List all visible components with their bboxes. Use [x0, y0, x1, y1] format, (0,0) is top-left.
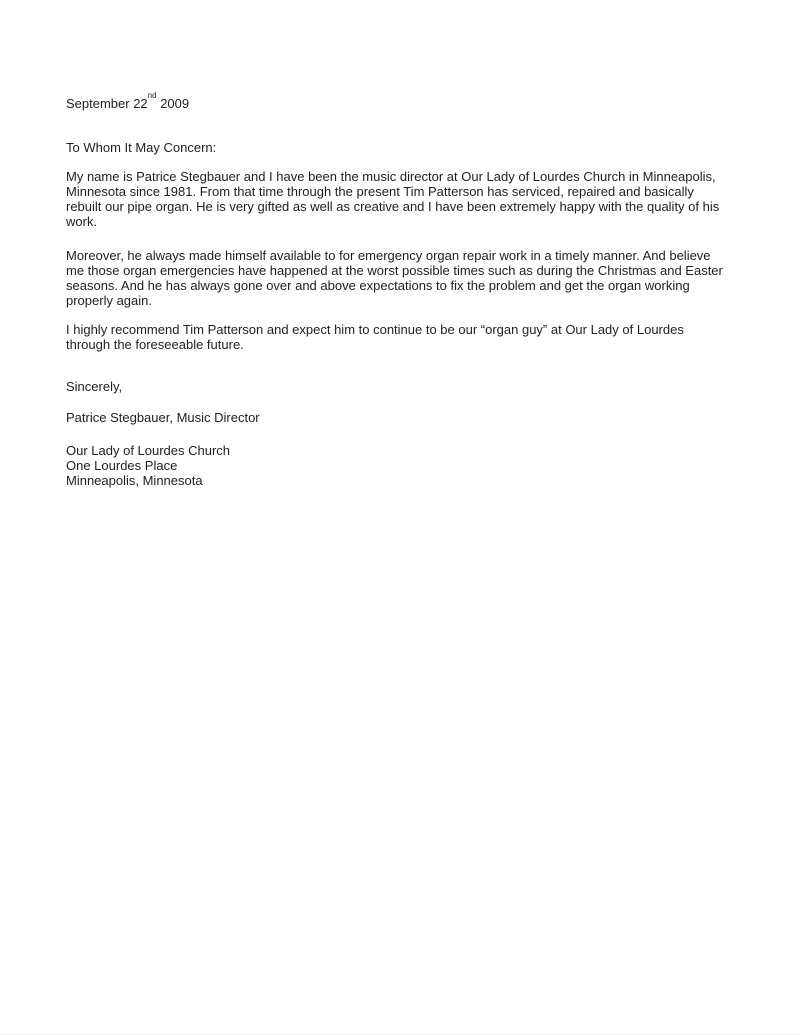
body-paragraph-2: Moreover, he always made himself available to for emergency organ repair work in a timely manner. And believe me those organ emergencies have happened at the worst possible times such as during the Christmas and Easter seasons. And he has always gone over and above expectations to fix the problem and get the organ working properly again.: [66, 248, 723, 308]
date-ordinal-superscript: nd: [147, 90, 157, 100]
address-line-church: Our Lady of Lourdes Church: [66, 443, 231, 458]
closing: Sincerely,: [66, 379, 123, 394]
address-block: [66, 443, 730, 488]
salutation: To Whom It May Concern:: [66, 140, 217, 155]
signature-line: Patrice Stegbauer, Music Director: [66, 410, 260, 425]
body-paragraph-1: My name is Patrice Stegbauer and I have been the music director at Our Lady of Lourdes Church in Minneapolis, Minnesota since 1981. From that time through the present Tim Patterson has serviced, repaired and basically rebuilt our pipe organ. He is very gifted as well as creative and I have been extremely happy with the quality of his work.: [66, 169, 720, 229]
date-day-part: September 22: [66, 96, 148, 111]
body-paragraph-3: I highly recommend Tim Patterson and expect him to continue to be our “organ guy” at Our Lady of Lourdes through the foreseeable future.: [66, 322, 684, 352]
letter-date: [66, 90, 730, 111]
address-line-city: Minneapolis, Minnesota: [66, 473, 203, 488]
date-year-part: 2009: [156, 96, 190, 111]
letter-content: [66, 90, 730, 488]
address-line-street: One Lourdes Place: [66, 458, 178, 473]
